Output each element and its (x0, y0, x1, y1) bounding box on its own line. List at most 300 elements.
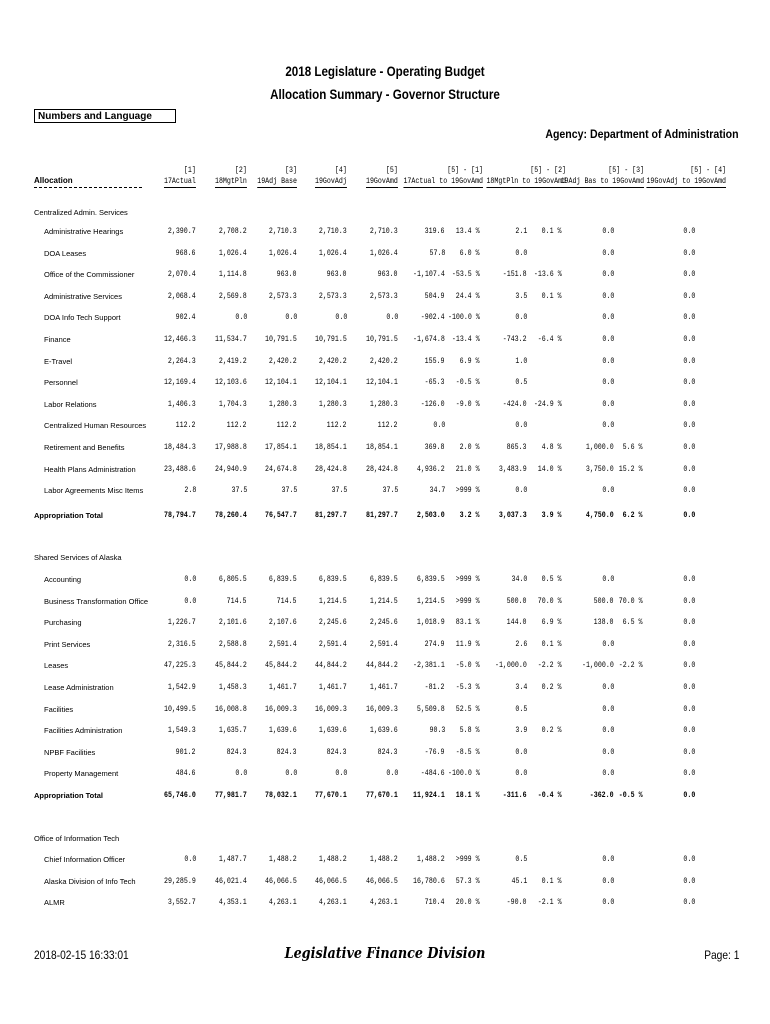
cell-value: 57.8 (429, 247, 445, 258)
section-title: Office of Information Tech (34, 834, 120, 843)
cell-value: 0.0 (683, 595, 695, 606)
cell-value: 0.1 % (542, 638, 562, 649)
cell-value: -13.4 % (452, 334, 480, 344)
cell-value: -2.2 % (538, 660, 562, 671)
cell-value: 11,534.7 (215, 334, 247, 344)
cell-value: 2.0 % (460, 442, 480, 452)
table-row (0, 854, 770, 866)
cell-value: 1,635.7 (219, 725, 247, 736)
cell-value: 10,791.5 (366, 334, 398, 344)
table-row (0, 660, 770, 672)
cell-value: 0.0 (683, 420, 695, 431)
cell-value: 3,750.0 (586, 463, 614, 474)
cell-value: 28,424.8 (366, 463, 398, 474)
cell-value: 0.0 (184, 854, 196, 864)
table-row (0, 399, 770, 411)
column-header-index: [5] - [3] (608, 165, 644, 175)
cell-value: 0.0 (683, 247, 695, 258)
cell-value: -0.4 % (538, 790, 562, 800)
cell-value: 1,214.5 (417, 595, 445, 606)
cell-value: 0.0 (602, 398, 614, 409)
column-header-4 (315, 165, 347, 188)
cell-value: 14.0 % (538, 463, 562, 474)
cell-value: 76,547.7 (265, 510, 297, 520)
row-label: E-Travel (44, 356, 73, 366)
cell-value: 0.0 (602, 897, 614, 908)
cell-value: 0.0 (602, 269, 614, 280)
cell-value: 16,780.6 (413, 875, 445, 886)
cell-value: 0.0 (683, 485, 695, 496)
cell-value: -311.6 (503, 790, 527, 800)
cell-value: 824.3 (227, 746, 247, 757)
cell-value: 24,940.9 (215, 463, 247, 474)
cell-value: 46,066.5 (265, 875, 297, 886)
cell-value: 3,037.3 (499, 510, 527, 520)
cell-value: 0.2 % (542, 682, 562, 692)
cell-value: 0.0 (386, 768, 398, 779)
row-label: Business Transformation Office (44, 596, 149, 606)
cell-value: 0.0 (335, 312, 347, 323)
cell-value: 4,353.1 (219, 897, 247, 908)
table-row (0, 485, 770, 497)
cell-value: 155.9 (425, 355, 445, 366)
cell-value: 12,104.1 (265, 377, 297, 388)
table-row (0, 248, 770, 260)
cell-value: 1,406.3 (168, 398, 196, 409)
cell-value: 83.1 % (456, 617, 480, 628)
table-row (0, 291, 770, 303)
cell-value: -0.5 % (619, 790, 643, 800)
cell-value: 0.5 (515, 377, 527, 388)
cell-value: 2,573.3 (370, 290, 398, 301)
cell-value: -1,107.4 (413, 269, 445, 280)
cell-value: 11,924.1 (413, 790, 445, 800)
cell-value: -9.0 % (456, 398, 480, 409)
column-header-label: 17Actual (164, 176, 196, 186)
cell-value: -743.2 (503, 334, 527, 344)
cell-value: 46,066.5 (315, 875, 347, 886)
cell-value: 0.0 (683, 725, 695, 736)
cell-value: -100.0 % (448, 768, 480, 779)
cell-value: 0.0 (683, 355, 695, 366)
cell-value: 3.5 (515, 290, 527, 301)
cell-value: 16,009.3 (315, 703, 347, 714)
cell-value: 0.0 (683, 463, 695, 474)
cell-value: 112.2 (277, 420, 297, 431)
cell-value: 29,285.9 (164, 875, 196, 886)
row-label: Labor Agreements Misc Items (44, 486, 144, 496)
cell-value: -126.0 (421, 398, 445, 409)
column-header-index: [5] - [2] (530, 165, 566, 175)
report-title-line2: Allocation Summary - Governor Structure (270, 87, 500, 102)
cell-value: 0.0 (683, 790, 695, 800)
cell-value: 16,009.3 (366, 703, 398, 714)
cell-value: 2,101.6 (219, 617, 247, 628)
row-label: Finance (44, 335, 71, 344)
cell-value: 0.0 (683, 638, 695, 649)
column-header-label: 18MgtPln (215, 176, 247, 186)
cell-value: 2,420.2 (370, 355, 398, 366)
table-row (0, 639, 770, 651)
cell-value: 2.6 (515, 638, 527, 649)
cell-value: 1,214.5 (319, 595, 347, 606)
cell-value: 112.2 (378, 420, 398, 431)
cell-value: 2,569.8 (219, 290, 247, 301)
cell-value: 17,988.8 (215, 442, 247, 452)
cell-value: 2,420.2 (269, 355, 297, 366)
cell-value: 0.0 (683, 617, 695, 628)
cell-value: 28,424.8 (315, 463, 347, 474)
cell-value: -90.0 (507, 897, 527, 908)
cell-value: >999 % (456, 595, 480, 606)
cell-value: 0.0 (235, 768, 247, 779)
cell-value: 45,844.2 (265, 660, 297, 671)
cell-value: 2,316.5 (168, 638, 196, 649)
cell-value: 0.0 (433, 420, 445, 431)
cell-value: 17,854.1 (265, 442, 297, 452)
cell-value: 0.0 (602, 485, 614, 496)
table-row (0, 334, 770, 346)
cell-value: 1,704.3 (219, 398, 247, 409)
cell-value: 37.5 (231, 485, 247, 496)
cell-value: 2,264.3 (168, 355, 196, 366)
cell-value: 0.0 (335, 768, 347, 779)
cell-value: 70.0 % (538, 595, 562, 606)
cell-value: 6.9 % (542, 617, 562, 628)
cell-value: 12,466.3 (164, 334, 196, 344)
cell-value: 4,263.1 (269, 897, 297, 908)
cell-value: 0.0 (602, 355, 614, 366)
cell-value: 3.4 (515, 682, 527, 692)
column-header-6 (403, 165, 483, 188)
cell-value: 3.9 % (542, 510, 562, 520)
cell-value: >999 % (456, 854, 480, 864)
cell-value: 45.1 (511, 875, 527, 886)
cell-value: 0.0 (515, 485, 527, 496)
cell-value: 12,104.1 (366, 377, 398, 388)
appropriation-total-row (0, 510, 770, 522)
cell-value: 37.5 (281, 485, 297, 496)
cell-value: 1,026.4 (269, 247, 297, 258)
table-row (0, 464, 770, 476)
column-header-2 (215, 165, 247, 188)
row-label: Appropriation Total (34, 791, 104, 800)
column-header-label: 17Actual to 19GovAmd (403, 176, 483, 186)
cell-value: 484.6 (176, 768, 196, 779)
cell-value: 0.0 (386, 312, 398, 323)
cell-value: -1,674.8 (413, 334, 445, 344)
cell-value: 0.0 (602, 420, 614, 431)
cell-value: 77,670.1 (315, 790, 347, 800)
cell-value: -362.0 (590, 790, 614, 800)
cell-value: 2,390.7 (168, 226, 196, 236)
cell-value: 0.1 % (542, 226, 562, 236)
cell-value: 0.0 (602, 746, 614, 757)
cell-value: 0.1 % (542, 290, 562, 301)
cell-value: 65,746.0 (164, 790, 196, 800)
cell-value: 0.2 % (542, 725, 562, 736)
cell-value: 1,026.4 (319, 247, 347, 258)
cell-value: 47,225.3 (164, 660, 196, 671)
cell-value: -76.9 (425, 746, 445, 757)
cell-value: 0.0 (602, 377, 614, 388)
cell-value: 13.4 % (456, 226, 480, 236)
table-row (0, 356, 770, 368)
cell-value: -1,000.0 (495, 660, 527, 671)
cell-value: -424.0 (503, 398, 527, 409)
cell-value: 6.9 % (460, 355, 480, 366)
cell-value: 5.6 % (623, 442, 643, 452)
cell-value: 0.0 (602, 312, 614, 323)
cell-value: 0.0 (683, 746, 695, 757)
cell-value: 2,419.2 (219, 355, 247, 366)
cell-value: 2,588.8 (219, 638, 247, 649)
cell-value: 865.3 (507, 442, 527, 452)
cell-value: 57.3 % (456, 875, 480, 886)
row-label: Lease Administration (44, 683, 114, 692)
cell-value: 2,068.4 (168, 290, 196, 301)
footer-page-number: Page: 1 (703, 948, 739, 962)
cell-value: -100.0 % (448, 312, 480, 323)
cell-value: 2,420.2 (319, 355, 347, 366)
footer-timestamp: 2018-02-15 16:33:01 (34, 948, 129, 962)
cell-value: 46,021.4 (215, 875, 247, 886)
row-label: Print Services (44, 639, 91, 649)
column-header-9 (646, 165, 726, 188)
cell-value: 4,750.0 (586, 510, 614, 520)
row-label: Personnel (44, 378, 78, 388)
cell-value: 963.0 (327, 269, 347, 280)
appropriation-total-row (0, 790, 770, 802)
cell-value: 6.0 % (460, 247, 480, 258)
cell-value: 2,708.2 (219, 226, 247, 236)
cell-value: 274.9 (425, 638, 445, 649)
cell-value: 10,499.5 (164, 703, 196, 714)
cell-value: >999 % (456, 574, 480, 584)
cell-value: 12,169.4 (164, 377, 196, 388)
cell-value: 963.0 (378, 269, 398, 280)
cell-value: 44,844.2 (315, 660, 347, 671)
cell-value: 3,552.7 (168, 897, 196, 908)
cell-value: 16,008.8 (215, 703, 247, 714)
column-header-8 (560, 165, 644, 188)
cell-value: 2,710.3 (269, 226, 297, 236)
row-label: ALMR (44, 898, 65, 908)
cell-value: 23,488.6 (164, 463, 196, 474)
numbers-language-box: Numbers and Language (34, 109, 176, 123)
cell-value: -81.2 (425, 682, 445, 692)
cell-value: 0.5 (515, 703, 527, 714)
cell-value: 1,461.7 (269, 682, 297, 692)
cell-value: -0.5 % (456, 377, 480, 388)
cell-value: 4,263.1 (370, 897, 398, 908)
cell-value: 2,245.6 (319, 617, 347, 628)
cell-value: 77,981.7 (215, 790, 247, 800)
cell-value: 24,674.8 (265, 463, 297, 474)
cell-value: 1,214.5 (370, 595, 398, 606)
table-row (0, 420, 770, 432)
cell-value: -2,381.1 (413, 660, 445, 671)
row-label: Retirement and Benefits (44, 443, 125, 452)
cell-value: 0.0 (602, 703, 614, 714)
column-header-index: [5] - [4] (690, 165, 726, 175)
cell-value: 12,104.1 (315, 377, 347, 388)
cell-value: 710.4 (425, 897, 445, 908)
cell-value: 2,591.4 (370, 638, 398, 649)
cell-value: -902.4 (421, 312, 445, 323)
cell-value: 0.0 (515, 247, 527, 258)
cell-value: 0.0 (602, 638, 614, 649)
row-label: NPBF Facilities (44, 747, 96, 757)
cell-value: -53.5 % (452, 269, 480, 280)
cell-value: 1,639.6 (370, 725, 398, 736)
cell-value: 1,639.6 (319, 725, 347, 736)
cell-value: 0.0 (683, 854, 695, 864)
cell-value: -484.6 (421, 768, 445, 779)
cell-value: 10,791.5 (315, 334, 347, 344)
cell-value: 18.1 % (456, 790, 480, 800)
cell-value: 2,710.3 (370, 226, 398, 236)
cell-value: 0.5 % (542, 574, 562, 584)
column-header-index: [5] - [1] (447, 165, 483, 175)
cell-value: 0.0 (184, 574, 196, 584)
cell-value: 6,839.5 (269, 574, 297, 584)
cell-value: 1,280.3 (269, 398, 297, 409)
footer-division: Legislative Finance Division (284, 944, 486, 962)
table-row (0, 226, 770, 238)
cell-value: 2.8 (184, 485, 196, 496)
cell-value: 1,639.6 (269, 725, 297, 736)
cell-value: 1,226.7 (168, 617, 196, 628)
cell-value: 0.0 (602, 682, 614, 692)
row-label: Purchasing (44, 618, 82, 628)
column-header-index: [1] (184, 165, 196, 175)
cell-value: 0.0 (683, 510, 695, 520)
cell-value: 0.1 % (542, 875, 562, 886)
cell-value: 0.0 (602, 226, 614, 236)
cell-value: 0.0 (683, 442, 695, 452)
row-label: DOA Leases (44, 248, 87, 258)
cell-value: >999 % (456, 485, 480, 496)
section-title: Centralized Admin. Services (34, 208, 128, 217)
section-title: Shared Services of Alaska (34, 553, 122, 562)
cell-value: -6.4 % (538, 334, 562, 344)
cell-value: 46,066.5 (366, 875, 398, 886)
cell-value: 1,487.7 (219, 854, 247, 864)
column-header-label: 19GovAmd (366, 176, 398, 186)
cell-value: 0.0 (602, 725, 614, 736)
cell-value: 15.2 % (619, 463, 643, 474)
row-label: Administrative Services (44, 291, 122, 301)
cell-value: 0.0 (515, 420, 527, 431)
cell-value: 6,805.5 (219, 574, 247, 584)
cell-value: 963.0 (277, 269, 297, 280)
row-label: Labor Relations (44, 399, 97, 409)
cell-value: 0.0 (683, 269, 695, 280)
column-header-5 (366, 165, 398, 188)
cell-value: 0.0 (683, 334, 695, 344)
cell-value: 0.0 (683, 703, 695, 714)
cell-value: 504.9 (425, 290, 445, 301)
cell-value: 319.6 (425, 226, 445, 236)
cell-value: 2,591.4 (319, 638, 347, 649)
cell-value: 2,070.4 (168, 269, 196, 280)
table-row (0, 312, 770, 324)
cell-value: 901.2 (176, 746, 196, 757)
cell-value: 112.2 (176, 420, 196, 431)
cell-value: 0.0 (602, 875, 614, 886)
column-header-label: 19GovAdj (315, 176, 347, 186)
cell-value: 2,573.3 (269, 290, 297, 301)
cell-value: 500.0 (594, 595, 614, 606)
column-header-index: [5] (386, 165, 398, 175)
cell-value: 1,488.2 (370, 854, 398, 864)
cell-value: -2.2 % (619, 660, 643, 671)
table-row (0, 617, 770, 629)
row-label: DOA Info Tech Support (44, 313, 121, 323)
cell-value: 0.0 (602, 247, 614, 258)
cell-value: 0.0 (683, 377, 695, 388)
column-header-1 (164, 165, 196, 188)
cell-value: 0.0 (602, 768, 614, 779)
table-row (0, 596, 770, 608)
cell-value: 81,297.7 (366, 510, 398, 520)
table-row (0, 377, 770, 389)
cell-value: 112.2 (327, 420, 347, 431)
row-label: Chief Information Officer (44, 855, 126, 864)
cell-value: 0.0 (515, 312, 527, 323)
cell-value: 144.0 (507, 617, 527, 628)
table-row (0, 574, 770, 586)
table-row (0, 747, 770, 759)
table-row (0, 269, 770, 281)
cell-value: 138.0 (594, 617, 614, 628)
cell-value: 369.8 (425, 442, 445, 452)
cell-value: 0.0 (683, 574, 695, 584)
cell-value: 2,710.3 (319, 226, 347, 236)
cell-value: 2,573.3 (319, 290, 347, 301)
cell-value: 1,280.3 (319, 398, 347, 409)
row-label: Administrative Hearings (44, 227, 124, 236)
cell-value: -13.6 % (534, 269, 562, 280)
cell-value: 1,488.2 (319, 854, 347, 864)
cell-value: 6,839.5 (417, 574, 445, 584)
cell-value: 112.2 (227, 420, 247, 431)
cell-value: 1,114.8 (219, 269, 247, 280)
row-label: Leases (44, 661, 69, 671)
cell-value: 77,670.1 (366, 790, 398, 800)
cell-value: 0.0 (285, 768, 297, 779)
cell-value: 37.5 (382, 485, 398, 496)
cell-value: 20.0 % (456, 897, 480, 908)
row-label: Alaska Division of Info Tech (44, 876, 136, 886)
cell-value: 18,854.1 (315, 442, 347, 452)
column-header-label: 19Adj Bas to 19GovAmd (560, 176, 644, 186)
cell-value: -151.8 (503, 269, 527, 280)
cell-value: 3.9 (515, 725, 527, 736)
column-header-label: 19GovAdj to 19GovAmd (646, 176, 726, 186)
cell-value: 6,839.5 (370, 574, 398, 584)
cell-value: 52.5 % (456, 703, 480, 714)
cell-value: 5.8 % (460, 725, 480, 736)
cell-value: -2.1 % (538, 897, 562, 908)
cell-value: 2,591.4 (269, 638, 297, 649)
cell-value: 2,245.6 (370, 617, 398, 628)
cell-value: 0.0 (602, 334, 614, 344)
cell-value: 4,936.2 (417, 463, 445, 474)
cell-value: 1.0 (515, 355, 527, 366)
cell-value: 24.4 % (456, 290, 480, 301)
